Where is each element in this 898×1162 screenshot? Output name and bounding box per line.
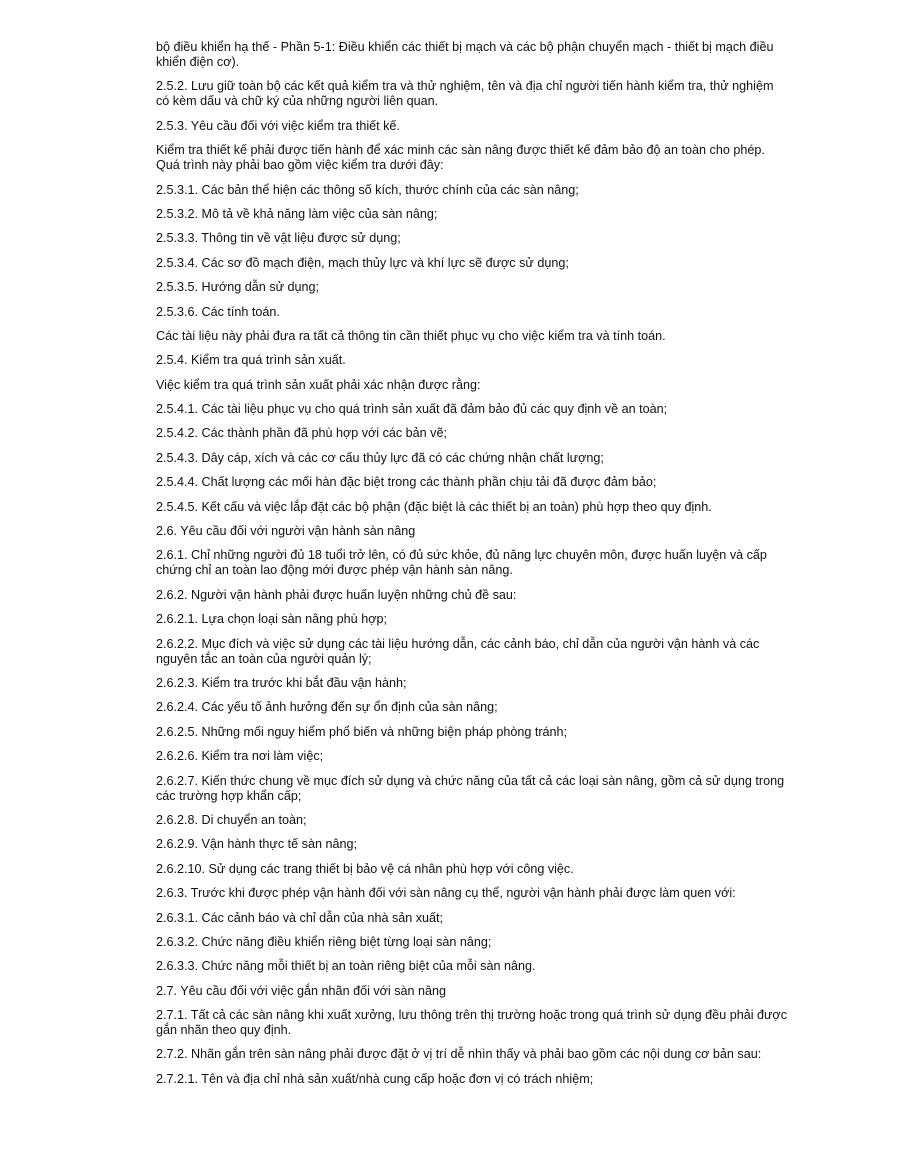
list-item: 2.7.2.1. Tên và địa chỉ nhà sản xuất/nhà cung cấp hoặc đơn vị có trách nhiệm; bbox=[156, 1071, 594, 1086]
list-item: 2.6.2.3. Kiểm tra trước khi bắt đầu vận hành; bbox=[156, 675, 407, 690]
paragraph: bộ điều khiển hạ thế - Phần 5-1: Điều khiển các thiết bị mạch và các bộ phận chuyển mạch - thiết bị mạch điều khiển điện cơ). bbox=[156, 40, 774, 69]
list-item: 2.5.3.1. Các bản thể hiện các thông số kích, thước chính của các sàn nâng; bbox=[156, 182, 579, 197]
list-item: 2.6.2.9. Vận hành thực tế sàn nâng; bbox=[156, 837, 357, 852]
paragraph: 2.5.2. Lưu giữ toàn bộ các kết quả kiểm tra và thử nghiệm, tên và địa chỉ người tiến hành kiểm tra, thử nghiệm có kèm dấu và chữ ký của những người liên quan. bbox=[156, 79, 774, 109]
list-item: 2.6.2.4. Các yếu tố ảnh hưởng đến sự ổn định của sàn nâng; bbox=[156, 700, 498, 715]
section-heading: 2.5.3. Yêu cầu đối với việc kiểm tra thiết kế. bbox=[156, 118, 400, 133]
list-item: 2.6.2.8. Di chuyển an toàn; bbox=[156, 812, 307, 827]
section-heading: 2.5.4. Kiểm tra quá trình sản xuất. bbox=[156, 353, 346, 368]
list-item: 2.5.4.4. Chất lượng các mối hàn đặc biệt trong các thành phần chịu tải đã được đảm bảo; bbox=[156, 475, 657, 490]
paragraph: 2.6.3. Trước khi được phép vận hành đối với sàn nâng cụ thể, người vận hành phải được làm quen với: bbox=[156, 886, 736, 901]
list-item: 2.5.4.1. Các tài liệu phục vụ cho quá trình sản xuất đã đảm bảo đủ các quy định về an toàn; bbox=[156, 402, 668, 417]
list-item: 2.5.3.6. Các tính toán. bbox=[156, 304, 280, 319]
paragraph: 2.6.1. Chỉ những người đủ 18 tuổi trở lên, có đủ sức khỏe, đủ năng lực chuyên môn, được huấn luyện và cấp chứng chỉ an toàn lao động mới được phép vận hành sàn nâng. bbox=[156, 548, 767, 578]
list-item: 2.5.3.2. Mô tả về khả năng làm việc của sàn nâng; bbox=[156, 206, 438, 221]
list-item: 2.5.3.3. Thông tin về vật liệu được sử dụng; bbox=[156, 231, 401, 246]
list-item: 2.5.3.4. Các sơ đồ mạch điện, mạch thủy lực và khí lực sẽ được sử dụng; bbox=[156, 255, 569, 270]
paragraph: 2.6.2. Người vận hành phải được huấn luyện những chủ đề sau: bbox=[156, 587, 517, 602]
paragraph: Việc kiểm tra quá trình sản xuất phải xác nhận được rằng: bbox=[156, 377, 481, 392]
list-item: 2.5.4.2. Các thành phần đã phù hợp với các bản vẽ; bbox=[156, 426, 447, 441]
paragraph: Các tài liệu này phải đưa ra tất cả thông tin cần thiết phục vụ cho việc kiểm tra và tính toán. bbox=[156, 328, 666, 343]
list-item: 2.6.3.1. Các cảnh báo và chỉ dẫn của nhà sản xuất; bbox=[156, 910, 444, 925]
list-item: 2.6.3.2. Chức năng điều khiển riêng biệt từng loại sàn nâng; bbox=[156, 934, 492, 949]
list-item: 2.6.2.2. Mục đích và việc sử dụng các tài liệu hướng dẫn, các cảnh báo, chỉ dẫn của người vận hành và các nguyên tắc an toàn của người quản lý; bbox=[156, 636, 760, 666]
section-heading: 2.6. Yêu cầu đối với người vận hành sàn nâng bbox=[156, 524, 416, 539]
list-item: 2.6.2.5. Những mối nguy hiểm phổ biến và những biện pháp phòng tránh; bbox=[156, 724, 568, 739]
paragraph: Kiểm tra thiết kế phải được tiến hành để xác minh các sàn nâng được thiết kế đảm bảo độ an toàn cho phép. Quá trình này phải bao gồm việc kiểm tra dưới đây: bbox=[156, 143, 765, 173]
list-item: 2.6.3.3. Chức năng mỗi thiết bị an toàn riêng biệt của mỗi sàn nâng. bbox=[156, 959, 536, 974]
list-item: 2.5.3.5. Hướng dẫn sử dụng; bbox=[156, 280, 320, 295]
list-item: 2.6.2.7. Kiến thức chung về mục đích sử dụng và chức năng của tất cả các loại sàn nâng, gồm cả sử dụng trong các trường hợp khẩn cấp; bbox=[156, 773, 785, 803]
list-item: 2.5.4.5. Kết cấu và việc lắp đặt các bộ phận (đặc biệt là các thiết bị an toàn) phù hợp theo quy định. bbox=[156, 499, 712, 514]
paragraph: 2.7.1. Tất cả các sàn nâng khi xuất xưởng, lưu thông trên thị trường hoặc trong quá trình sử dụng đều phải được gắn nhãn theo quy định. bbox=[156, 1008, 787, 1038]
list-item: 2.6.2.6. Kiểm tra nơi làm việc; bbox=[156, 749, 324, 764]
list-item: 2.5.4.3. Dây cáp, xích và các cơ cấu thủy lực đã có các chứng nhận chất lượng; bbox=[156, 450, 604, 465]
list-item: 2.6.2.10. Sử dụng các trang thiết bị bảo vệ cá nhân phù hợp với công việc. bbox=[156, 861, 574, 876]
list-item: 2.6.2.1. Lựa chọn loại sàn nâng phù hợp; bbox=[156, 612, 387, 627]
document-page bbox=[156, 40, 788, 1096]
paragraph: 2.7.2. Nhãn gắn trên sàn nâng phải được đặt ở vị trí dễ nhìn thấy và phải bao gồm các nội dung cơ bản sau: bbox=[156, 1047, 762, 1062]
section-heading: 2.7. Yêu cầu đối với việc gắn nhãn đối với sàn nâng bbox=[156, 983, 447, 998]
